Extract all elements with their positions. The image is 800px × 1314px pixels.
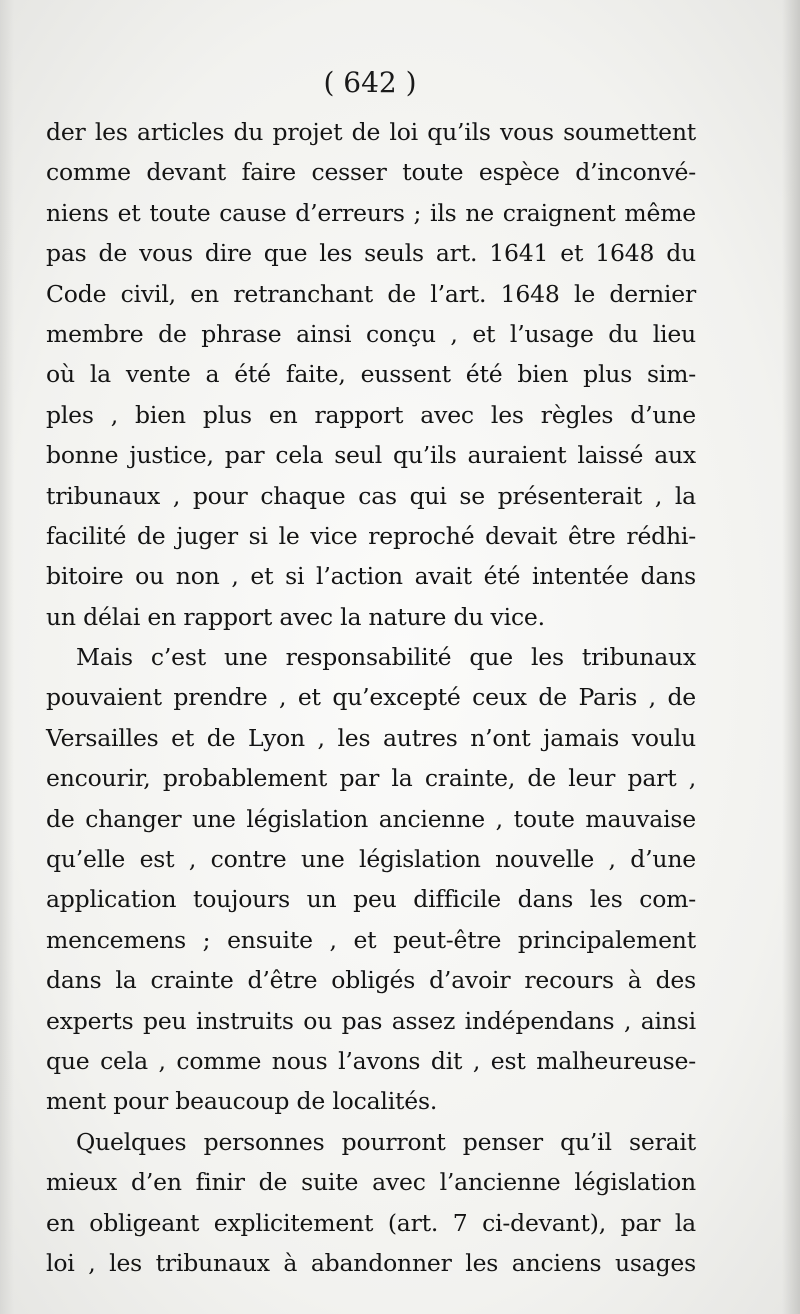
text-line: pas de vous dire que les seuls art. 1641 et 1648 du: [46, 239, 696, 268]
text-line: Quelques personnes pourront penser qu’il serait: [76, 1127, 696, 1156]
text-line: encourir, probablement par la crainte, de leur part ,: [46, 764, 696, 793]
text-line: comme devant faire cesser toute espèce d’inconvé-: [46, 158, 696, 187]
text-line: Code civil, en retranchant de l’art. 1648 le dernier: [46, 279, 696, 308]
text-line: ples , bien plus en rapport avec les règles d’une: [46, 400, 696, 429]
text-line: Mais c’est une responsabilité que les tribunaux: [76, 643, 696, 672]
page-number: ( 642 ): [323, 66, 417, 99]
text-line: loi , les tribunaux à abandonner les anciens usages: [46, 1248, 696, 1277]
text-line: dans la crainte d’être obligés d’avoir recours à des: [46, 966, 696, 995]
text-line: ment pour beaucoup de localités.: [46, 1087, 438, 1116]
text-line: application toujours un peu difficile dans les com-: [46, 885, 696, 914]
text-line: bonne justice, par cela seul qu’ils auraient laissé aux: [46, 441, 696, 470]
page-edge-shadow-right: [782, 0, 800, 1314]
text-line: que cela , comme nous l’avons dit , est malheureuse-: [46, 1046, 696, 1075]
text-line: tribunaux , pour chaque cas qui se présenterait , la: [46, 481, 696, 510]
text-line: mieux d’en finir de suite avec l’ancienne législation: [46, 1168, 696, 1197]
text-line: mencemens ; ensuite , et peut-être principalement: [46, 925, 696, 954]
text-line: niens et toute cause d’erreurs ; ils ne craignent même: [46, 198, 696, 227]
text-line: en obligeant explicitement (art. 7 ci-devant), par la: [46, 1208, 696, 1237]
text-line: pouvaient prendre , et qu’excepté ceux de Paris , de: [46, 683, 696, 712]
text-line: Versailles et de Lyon , les autres n’ont jamais voulu: [46, 723, 696, 752]
page-edge-shadow-left: [0, 0, 14, 1314]
body-text: [46, 112, 696, 1283]
text-line: bitoire ou non , et si l’action avait été intentée dans: [46, 562, 696, 591]
text-line: un délai en rapport avec la nature du vice.: [46, 602, 545, 631]
text-line: de changer une législation ancienne , toute mauvaise: [46, 804, 696, 833]
text-line: membre de phrase ainsi conçu , et l’usage du lieu: [46, 319, 696, 348]
text-line: experts peu instruits ou pas assez indépendans , ainsi: [46, 1006, 696, 1035]
text-line: où la vente a été faite, eussent été bien plus sim-: [46, 360, 696, 389]
text-line: facilité de juger si le vice reproché devait être rédhi-: [46, 521, 696, 550]
text-line: qu’elle est , contre une législation nouvelle , d’une: [46, 845, 696, 874]
text-line: der les articles du projet de loi qu’ils vous soumettent: [46, 118, 696, 146]
